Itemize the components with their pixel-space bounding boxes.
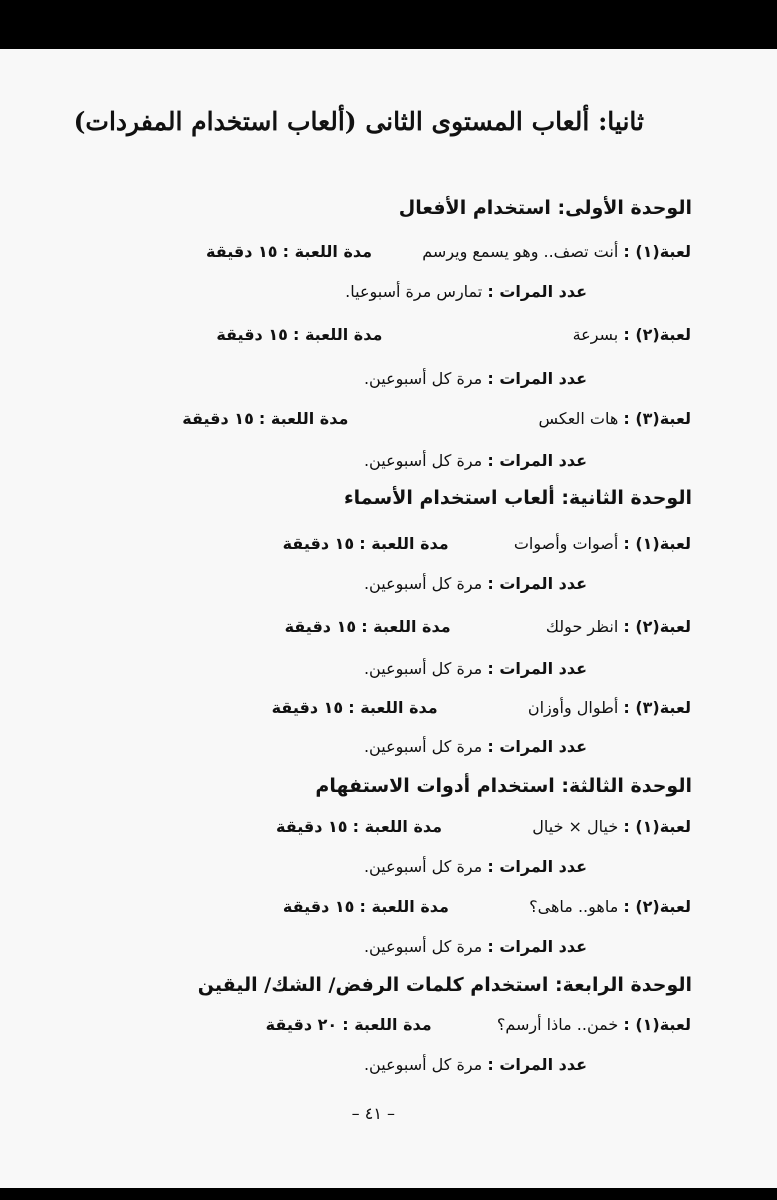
count-value: مرة كل أسبوعين. [363,574,483,593]
game-line [283,897,691,916]
game-label: لعبة(٣) : [623,409,691,428]
game-line [272,698,691,717]
game-label: لعبة(٢) : [623,325,691,344]
game-label: لعبة(١) : [623,817,691,836]
game-label: لعبة(٢) : [623,617,691,636]
count-line [364,451,587,470]
game-label: لعبة(٢) : [623,897,691,916]
count-label: عدد المرات : [487,369,587,388]
duration-label: مدة اللعبة : [258,409,349,428]
count-label: عدد المرات : [487,1055,587,1074]
bottom-black-bar [0,1188,777,1200]
count-line [364,574,587,593]
duration-value: ٢٠ دقيقة [265,1015,338,1034]
duration-value: ١٥ دقيقة [282,534,355,553]
game-line [206,242,691,261]
game-name: ماهو.. ماهى؟ [529,897,619,916]
duration-value: ١٥ دقيقة [182,409,254,428]
count-label: عدد المرات : [487,937,587,956]
game-name: انظر حولك [545,617,619,636]
game-label: لعبة(١) : [623,242,691,261]
count-value: مرة كل أسبوعين. [363,737,483,756]
unit-heading: الوحدة الثانية: ألعاب استخدام الأسماء [343,487,692,509]
count-label: عدد المرات : [487,737,587,756]
duration-label: مدة اللعبة : [352,817,443,836]
unit-heading: الوحدة الثالثة: استخدام أدوات الاستفهام [315,775,692,797]
duration-value: ١٥ دقيقة [284,617,357,636]
game-line [182,409,691,428]
count-value: مرة كل أسبوعين. [363,451,483,470]
game-name: هات العكس [538,409,619,428]
unit-heading: الوحدة الرابعة: استخدام كلمات الرفض/ الشك/ اليقين [197,974,692,996]
count-line [364,659,587,678]
game-name: أصوات وأصوات [513,534,619,553]
duration-label: مدة اللعبة : [292,325,383,344]
count-value: مرة كل أسبوعين. [363,1055,483,1074]
game-label: لعبة(١) : [623,534,691,553]
game-name: خيال × خيال [532,817,619,836]
count-line [364,1055,587,1074]
duration-label: مدة اللعبة : [348,698,438,717]
duration-label: مدة اللعبة : [282,242,373,261]
game-name: أطوال وأوزان [527,698,619,717]
duration-label: مدة اللعبة : [361,617,451,636]
game-line [285,617,691,636]
count-line [345,282,587,301]
duration-value: ١٥ دقيقة [276,817,348,836]
count-value: مرة كل أسبوعين. [363,857,483,876]
game-name: بسرعة [572,325,619,344]
page-title: ثانيا: ألعاب المستوى الثانى (ألعاب استخدام المفردات) [73,107,644,136]
duration-value: ١٥ دقيقة [216,325,288,344]
count-label: عدد المرات : [487,857,587,876]
count-label: عدد المرات : [487,282,587,301]
count-line [364,369,587,388]
duration-value: ١٥ دقيقة [271,698,344,717]
count-value: مرة كل أسبوعين. [363,369,483,388]
book-page [0,49,777,1188]
count-line [364,857,587,876]
count-value: مرة كل أسبوعين. [363,659,483,678]
duration-label: مدة اللعبة : [359,534,449,553]
game-label: لعبة(٣) : [623,698,691,717]
count-value: مرة كل أسبوعين. [363,937,483,956]
unit-heading: الوحدة الأولى: استخدام الأفعال [398,197,692,219]
page-number: – ٤١ – [351,1104,395,1123]
count-line [364,937,587,956]
game-line [216,325,691,344]
duration-label: مدة اللعبة : [342,1015,432,1034]
count-value: تمارس مرة أسبوعيا. [345,282,483,301]
duration-value: ١٥ دقيقة [206,242,278,261]
duration-value: ١٥ دقيقة [282,897,355,916]
count-label: عدد المرات : [487,574,587,593]
count-label: عدد المرات : [487,451,587,470]
game-line [266,1015,691,1034]
game-line [283,534,691,553]
top-black-bar [0,0,777,49]
duration-label: مدة اللعبة : [359,897,449,916]
count-line [364,737,587,756]
game-label: لعبة(١) : [623,1015,691,1034]
game-line [276,817,691,836]
game-name: خمن.. ماذا أرسم؟ [496,1015,619,1034]
game-name: أنت تصف.. وهو يسمع ويرسم [422,242,619,261]
count-label: عدد المرات : [487,659,587,678]
